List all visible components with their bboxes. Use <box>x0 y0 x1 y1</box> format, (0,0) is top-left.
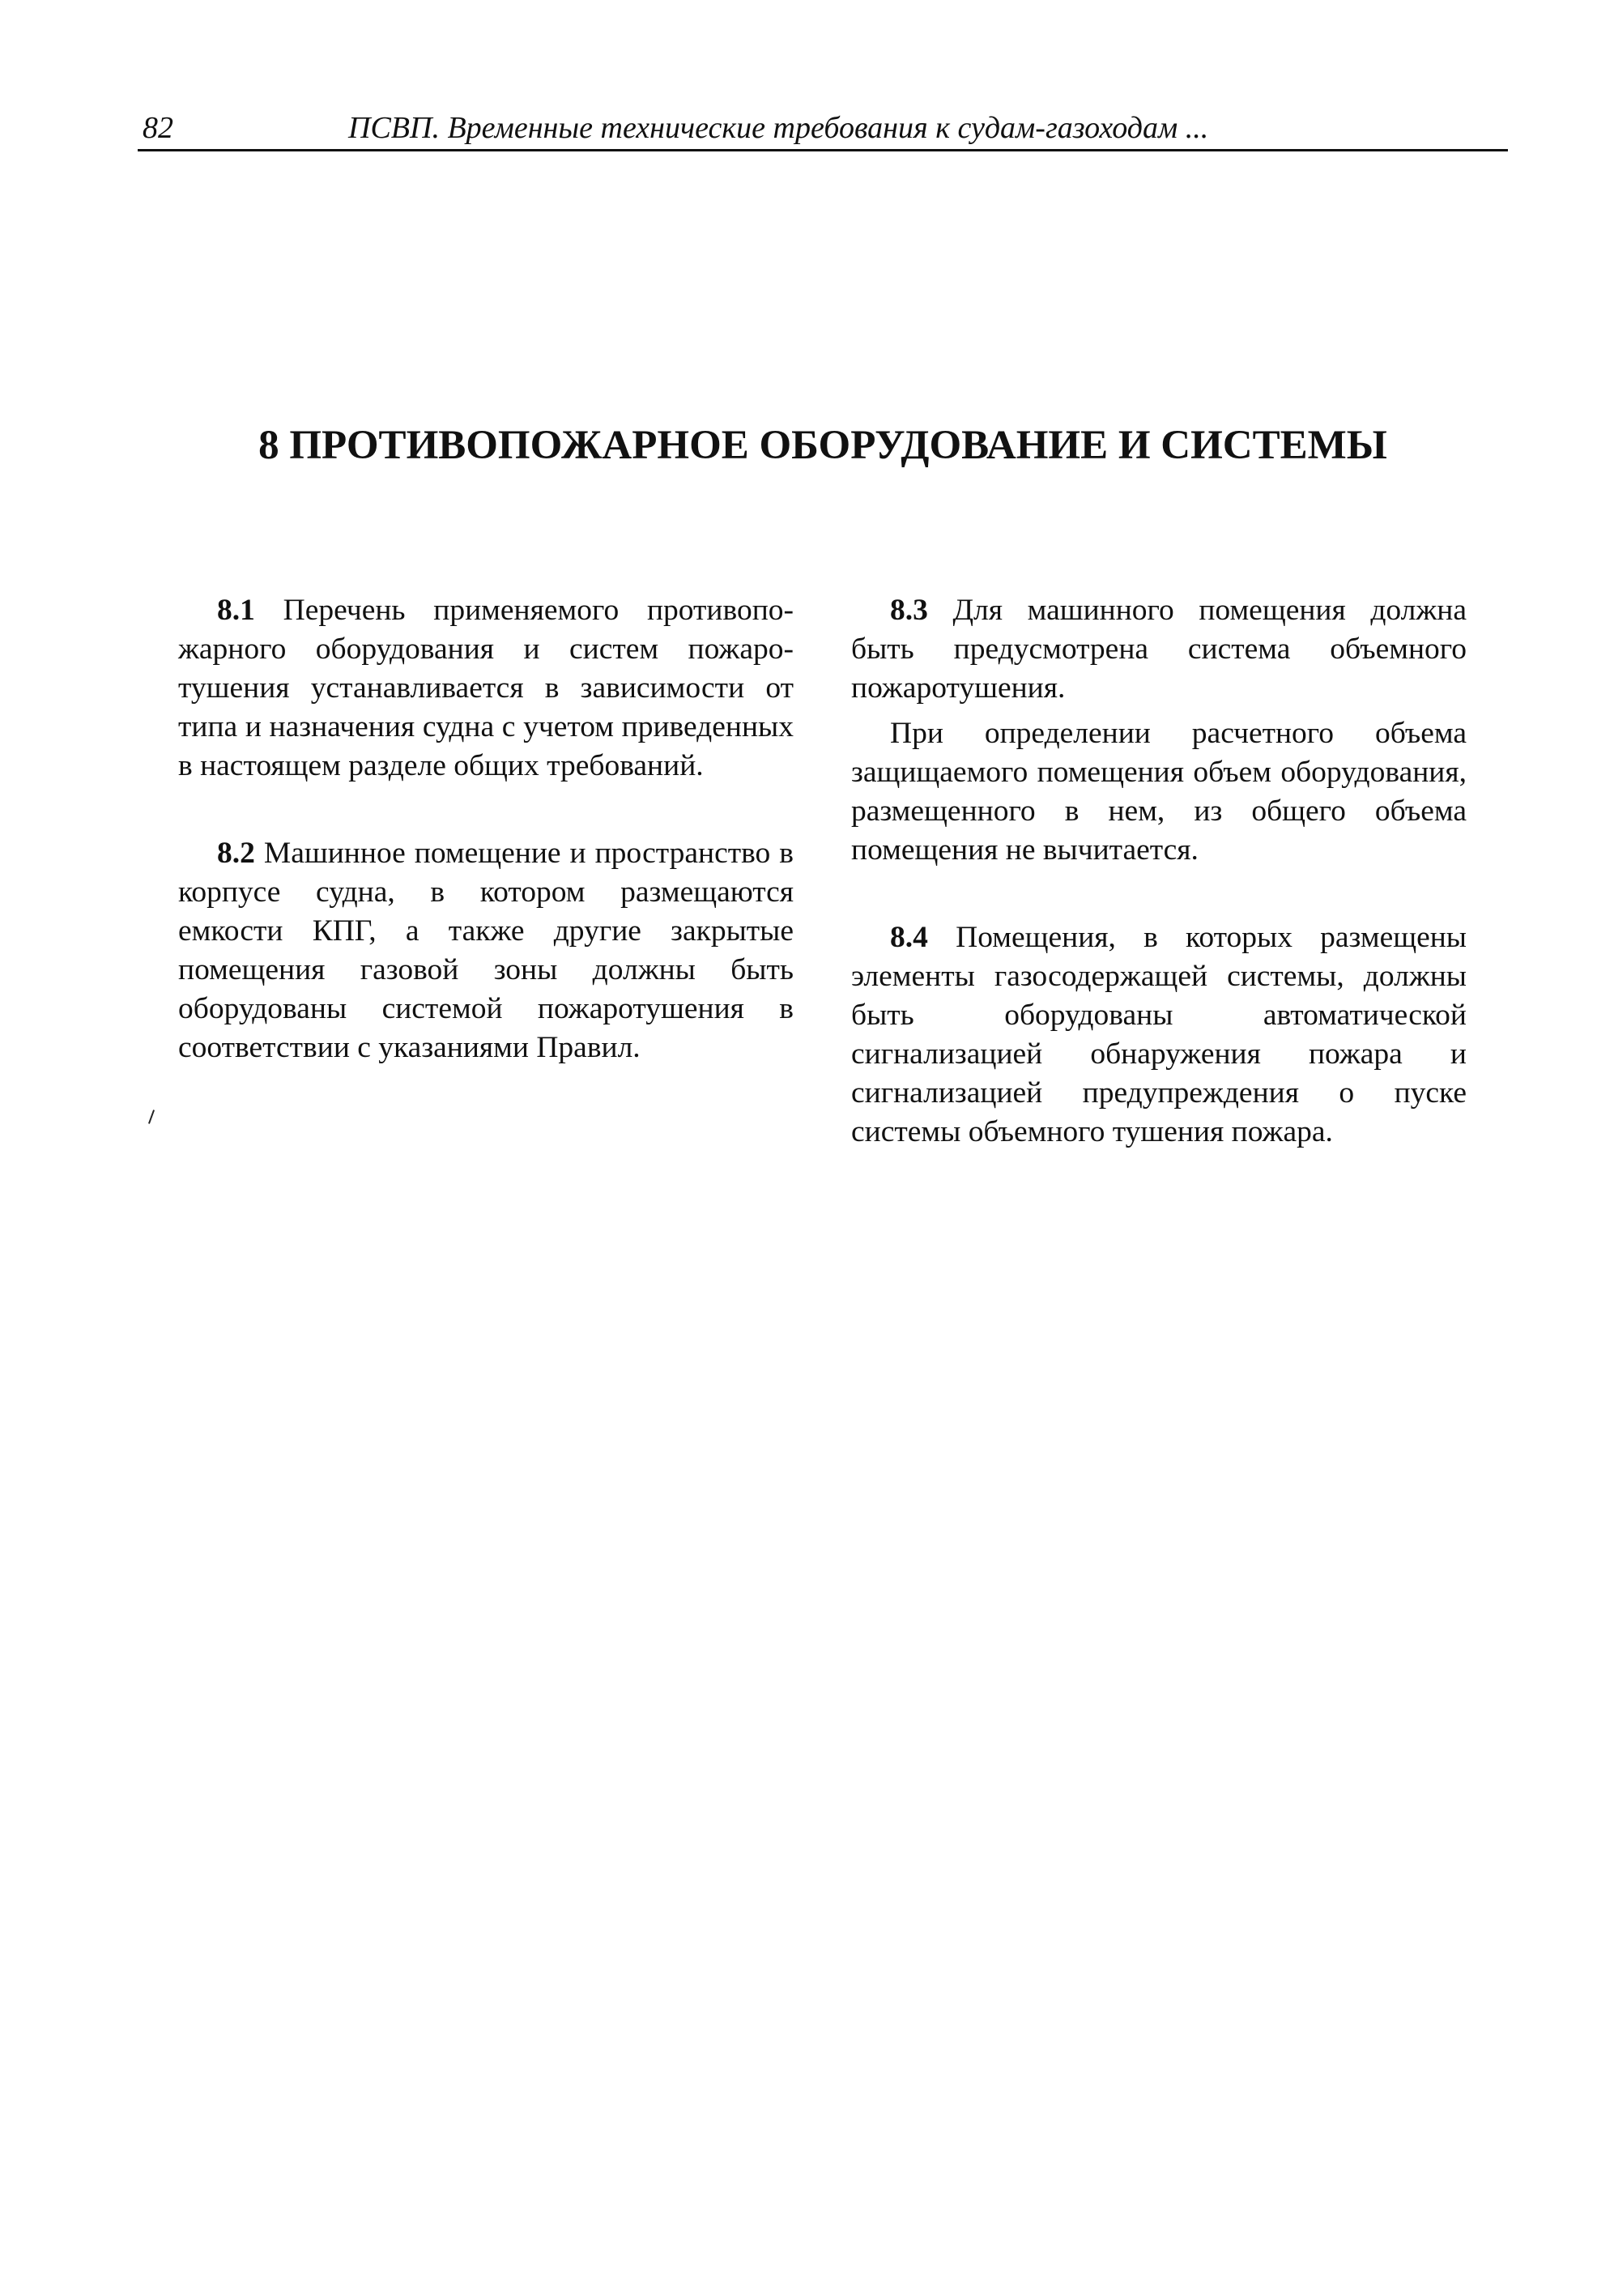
section-8-1-number: 8.1 <box>217 594 255 627</box>
section-8-4 <box>851 918 1467 1152</box>
section-8-3-continuation: При определении расчетного объема защищаемого помещения объем оборудования, размещенного в нем, из общего объема помещения не вычитается. <box>851 717 1467 867</box>
section-8-4-number: 8.4 <box>890 921 928 954</box>
section-8-1-paragraph <box>178 591 794 786</box>
section-8-3-number: 8.3 <box>890 594 928 627</box>
section-8-3-text: Для машинного помещения должна быть предусмотрена система объемного пожаротушения. <box>851 594 1467 705</box>
section-8-3 <box>851 591 1467 870</box>
left-column <box>178 591 794 1067</box>
right-column <box>851 591 1467 1152</box>
page-number: 82 <box>143 111 173 145</box>
section-8-2 <box>178 834 794 1067</box>
section-8-4-paragraph <box>851 918 1467 1152</box>
section-8-3-paragraph <box>851 591 1467 708</box>
running-head: ПСВП. Временные технические требования к судам-газоходам ... <box>348 111 1209 145</box>
section-8-2-paragraph <box>178 834 794 1067</box>
section-8-2-text: Машинное помещение и пространство в корпусе судна, в котором размещаются емкости КПГ, а также другие закрытые помещения газовой зоны должны быть оборудованы системой пожаротушения в соответствии с указаниями Правил. <box>178 837 794 1064</box>
section-8-1 <box>178 591 794 786</box>
section-8-1-text: Перечень применяемого противопожарного оборудования и систем пожаротушения устанавливается в зависимости от типа и назначения судна с учетом приведенных в настоящем разделе общих требований. <box>178 594 794 782</box>
stray-mark <box>148 1110 155 1124</box>
header-rule <box>138 149 1508 151</box>
section-8-4-text: Помещения, в которых размещены элементы газосодержащей системы, должны быть оборудованы автоматической сигнализацией обнаружения пожара и сигнализацией предупреждения о пуске системы объемного тушения пожара. <box>851 921 1467 1148</box>
section-8-2-number: 8.2 <box>217 837 255 870</box>
chapter-title: 8 ПРОТИВОПОЖАРНОЕ ОБОРУДОВАНИЕ И СИСТЕМЫ <box>258 423 1387 468</box>
